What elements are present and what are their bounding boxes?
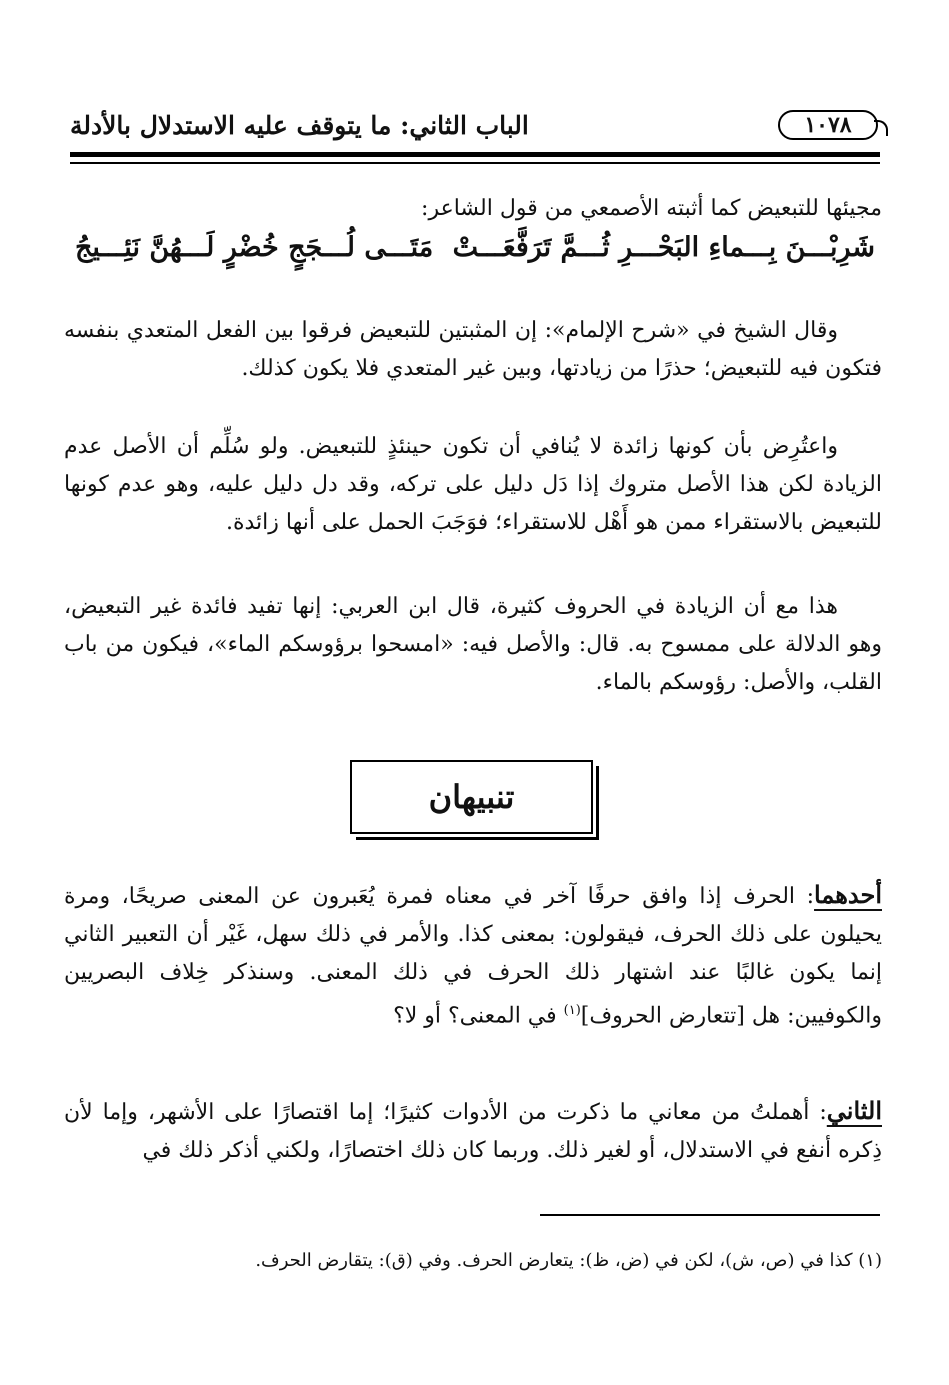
running-title: الباب الثاني: ما يتوقف عليه الاستدلال بالأدلة xyxy=(70,111,529,140)
second-notice-text: : أهملتُ من معاني ما ذكرت من الأدوات كثيرًا؛ إما اقتصارًا على الأشهر، وإما لأن ذِكره أنفع في الاستدلال، أو لغير ذلك. وربما كان ذلك اختصارًا، ولكني أذكر ذلك في xyxy=(64,1100,882,1163)
intro-line: مجيئها للتبعيض كما أثبته الأصمعي من قول الشاعر: xyxy=(421,196,882,221)
paragraph-ibn-al-arabi: هذا مع أن الزيادة في الحروف كثيرة، قال ابن العربي: إنها تفيد فائدة غير التبعيض، وهو الدلالة على ممسوح به. قال: والأصل فيه: «امسحوا برؤوسكم الماء»، فيكون من باب القلب، والأصل: رؤوسكم بالماء. xyxy=(64,594,882,695)
header-rule-thick xyxy=(70,152,880,157)
header-rule-thin xyxy=(70,162,880,164)
footnote: (١) كذا في (ص، ش)، لكن في (ض، ظ): يتعارض الحرف. وفي (ق): يتقارض الحرف. xyxy=(255,1250,882,1271)
first-notice-label: أحدهما xyxy=(814,880,882,909)
verse-hemistich-first: شَرِبْـــنَ بِـــماءِ البَحْـــرِ ثُـــمَّ تَرَفَّعَـــتْ xyxy=(452,232,875,263)
footnote-reference[interactable]: (١) xyxy=(563,1003,581,1018)
notice-heading-box xyxy=(350,760,593,834)
notice-heading: تنبيهان xyxy=(428,778,515,816)
poetry-verse xyxy=(75,232,875,276)
paragraph-first-notice xyxy=(64,876,882,1035)
paragraph-objection: واعتُرِض بأن كونها زائدة لا يُنافي أن تكون حينئذٍ للتبعيض. ولو سُلِّم أن الأصل عدم الزيادة لكن هذا الأصل متروك إذا دَل دليل على تركه، وقد دل دليل عليه، وهو عدم كونها للتبعيض بالاستقراء ممن هو أَهْل للاستقراء؛ فوَجَبَ الحمل على أنها زائدة. xyxy=(64,434,882,535)
first-notice-text-end: في المعنى؟ أو لا؟ xyxy=(393,1003,564,1029)
first-notice-text: : الحرف إذا وافق حرفًا آخر في معناه فمرة يُعَبرون عن المعنى صريحًا، ومرة يحيلون على ذلك الحرف، فيقولون: بمعنى كذا. والأمر في ذلك سهل، غَيْر أن التعبير الثاني إنما يكون غالبًا عند اشتهار ذلك الحرف في ذلك المعنى. وسنذكر خِلاف البصريين والكوفيين: هل [تتعارض الحروف] xyxy=(64,884,882,1029)
page-header xyxy=(70,108,880,148)
verse-hemistich-second: مَتَـــى لُـــجَجٍ خُضْرٍ لَـــهُنَّ نَئِـــيجُ xyxy=(75,232,434,263)
paragraph-sharh-al-ilmam: وقال الشيخ في «شرح الإلمام»: إن المثبتين للتبعيض فرقوا بين الفعل المتعدي بنفسه فتكون فيه للتبعيض؛ حذرًا من زيادتها، وبين غير المتعدي فلا يكون كذلك. xyxy=(64,318,882,381)
footnote-separator xyxy=(540,1214,880,1216)
page-number: ١٠٧٨ xyxy=(778,110,878,140)
second-notice-label: الثاني xyxy=(826,1096,882,1125)
paragraph-second-notice xyxy=(64,1092,882,1170)
